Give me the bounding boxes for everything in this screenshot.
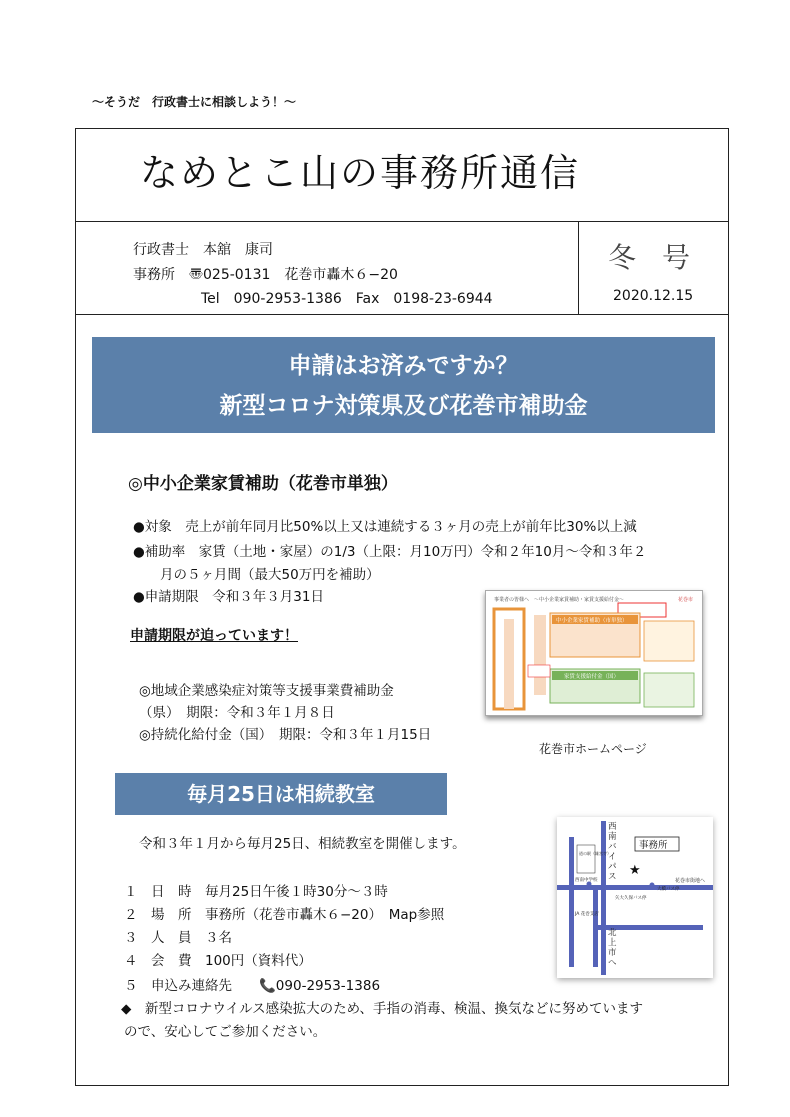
flyer-badge: 花巻市 [678, 597, 694, 603]
newsletter-title: なめとこ山の事務所通信 [140, 151, 581, 195]
map-busstop-label: 矢大久保バス停 [615, 896, 647, 901]
class-item: ２ 場 所 事務所（花巻市轟木６−20） Map参照 [124, 907, 445, 923]
covid-notice: ので、安心してご参加ください。 [124, 1024, 327, 1040]
other-subsidy: ◎持続化給付金（国） 期限：令和３年１月15日 [139, 727, 432, 743]
headline-banner [92, 337, 715, 433]
class-item: １ 日 時 毎月25日午後１時30分〜３時 [124, 884, 388, 900]
detail-line: ●補助率 家賃（土地・家屋）の1/3（上限：月10万円）令和２年10月〜令和３年２ [133, 544, 647, 560]
map-east-label: 花巻市街地へ [675, 878, 706, 884]
detail-line: 月の５ヶ月間（最大50万円を補助） [133, 567, 380, 583]
flyer-box1-title: 中小企業家賃補助（市単独） [556, 618, 628, 624]
issue-label: 冬号 [608, 241, 717, 274]
map-station-label: 道の駅（雄宮寺） [579, 851, 611, 856]
office-contact: Tel 090-2953-1386 Fax 0198-23-6944 [201, 291, 493, 307]
headline-line-2: 新型コロナ対策県及び花巻市補助金 [219, 393, 588, 419]
flyer-illustration [486, 591, 702, 715]
class-item: ３ 人 員 ３名 [124, 930, 232, 946]
deadline-alert: 申請期限が迫っています！ [130, 628, 298, 644]
map-school-label: 西南中学校 [575, 878, 598, 883]
office-star-icon: ★ [629, 863, 641, 878]
map-north-label: 北上市へ [608, 928, 617, 968]
tagline: 〜そうだ 行政書士に相談しよう！〜 [92, 95, 297, 109]
covid-notice: ◆ 新型コロナウイルス感染拡大のため、手指の消毒、検温、換気などに努めています [121, 1001, 644, 1017]
office-map [557, 817, 713, 978]
map-busstop2-label: 大橋バス停 [657, 887, 680, 892]
image-caption: 花巻市ホームページ [539, 742, 647, 756]
office-name: 行政書士 本舘 康司 [133, 242, 273, 258]
inheritance-class-banner: 毎月25日は相続教室 [115, 773, 447, 815]
issue-date: 2020.12.15 [613, 288, 694, 304]
map-office-label: 事務所 [639, 840, 668, 851]
divider [75, 221, 729, 222]
section-title: ◎中小企業家賃補助（花巻市単独） [128, 474, 398, 494]
other-subsidy: （県） 期限：令和３年１月８日 [139, 705, 335, 721]
class-intro: 令和３年１月から毎月25日、相続教室を開催します。 [139, 836, 466, 852]
class-contact: ５ 申込み連絡先 📞090-2953-1386 [124, 978, 381, 994]
flyer-heading: 事業者の皆様へ 〜中小企業家賃補助・家賃支援給付金〜 [494, 597, 625, 603]
map-ja-label: JA 花巻支店 [575, 912, 599, 917]
detail-line: ●申請期限 令和３年３月31日 [133, 589, 324, 605]
city-homepage-image [485, 590, 703, 716]
divider [578, 221, 579, 315]
flyer-box2-title: 家賃支援給付金（国） [564, 674, 620, 680]
class-item: ４ 会 費 100円（資料代） [124, 953, 312, 969]
office-address: 事務所 〠025-0131 花巻市轟木６−20 [133, 267, 398, 283]
map-bypass-label: 西南バイパス [608, 822, 617, 882]
divider [75, 314, 729, 315]
other-subsidy: ◎地域企業感染症対策等支援事業費補助金 [139, 683, 394, 699]
map-drawing [557, 817, 713, 978]
detail-line: ●対象 売上が前年同月比50%以上又は連続する３ヶ月の売上が前年比30%以上減 [133, 519, 637, 535]
headline-line-1: 申請はお済みですか？ [288, 353, 519, 379]
